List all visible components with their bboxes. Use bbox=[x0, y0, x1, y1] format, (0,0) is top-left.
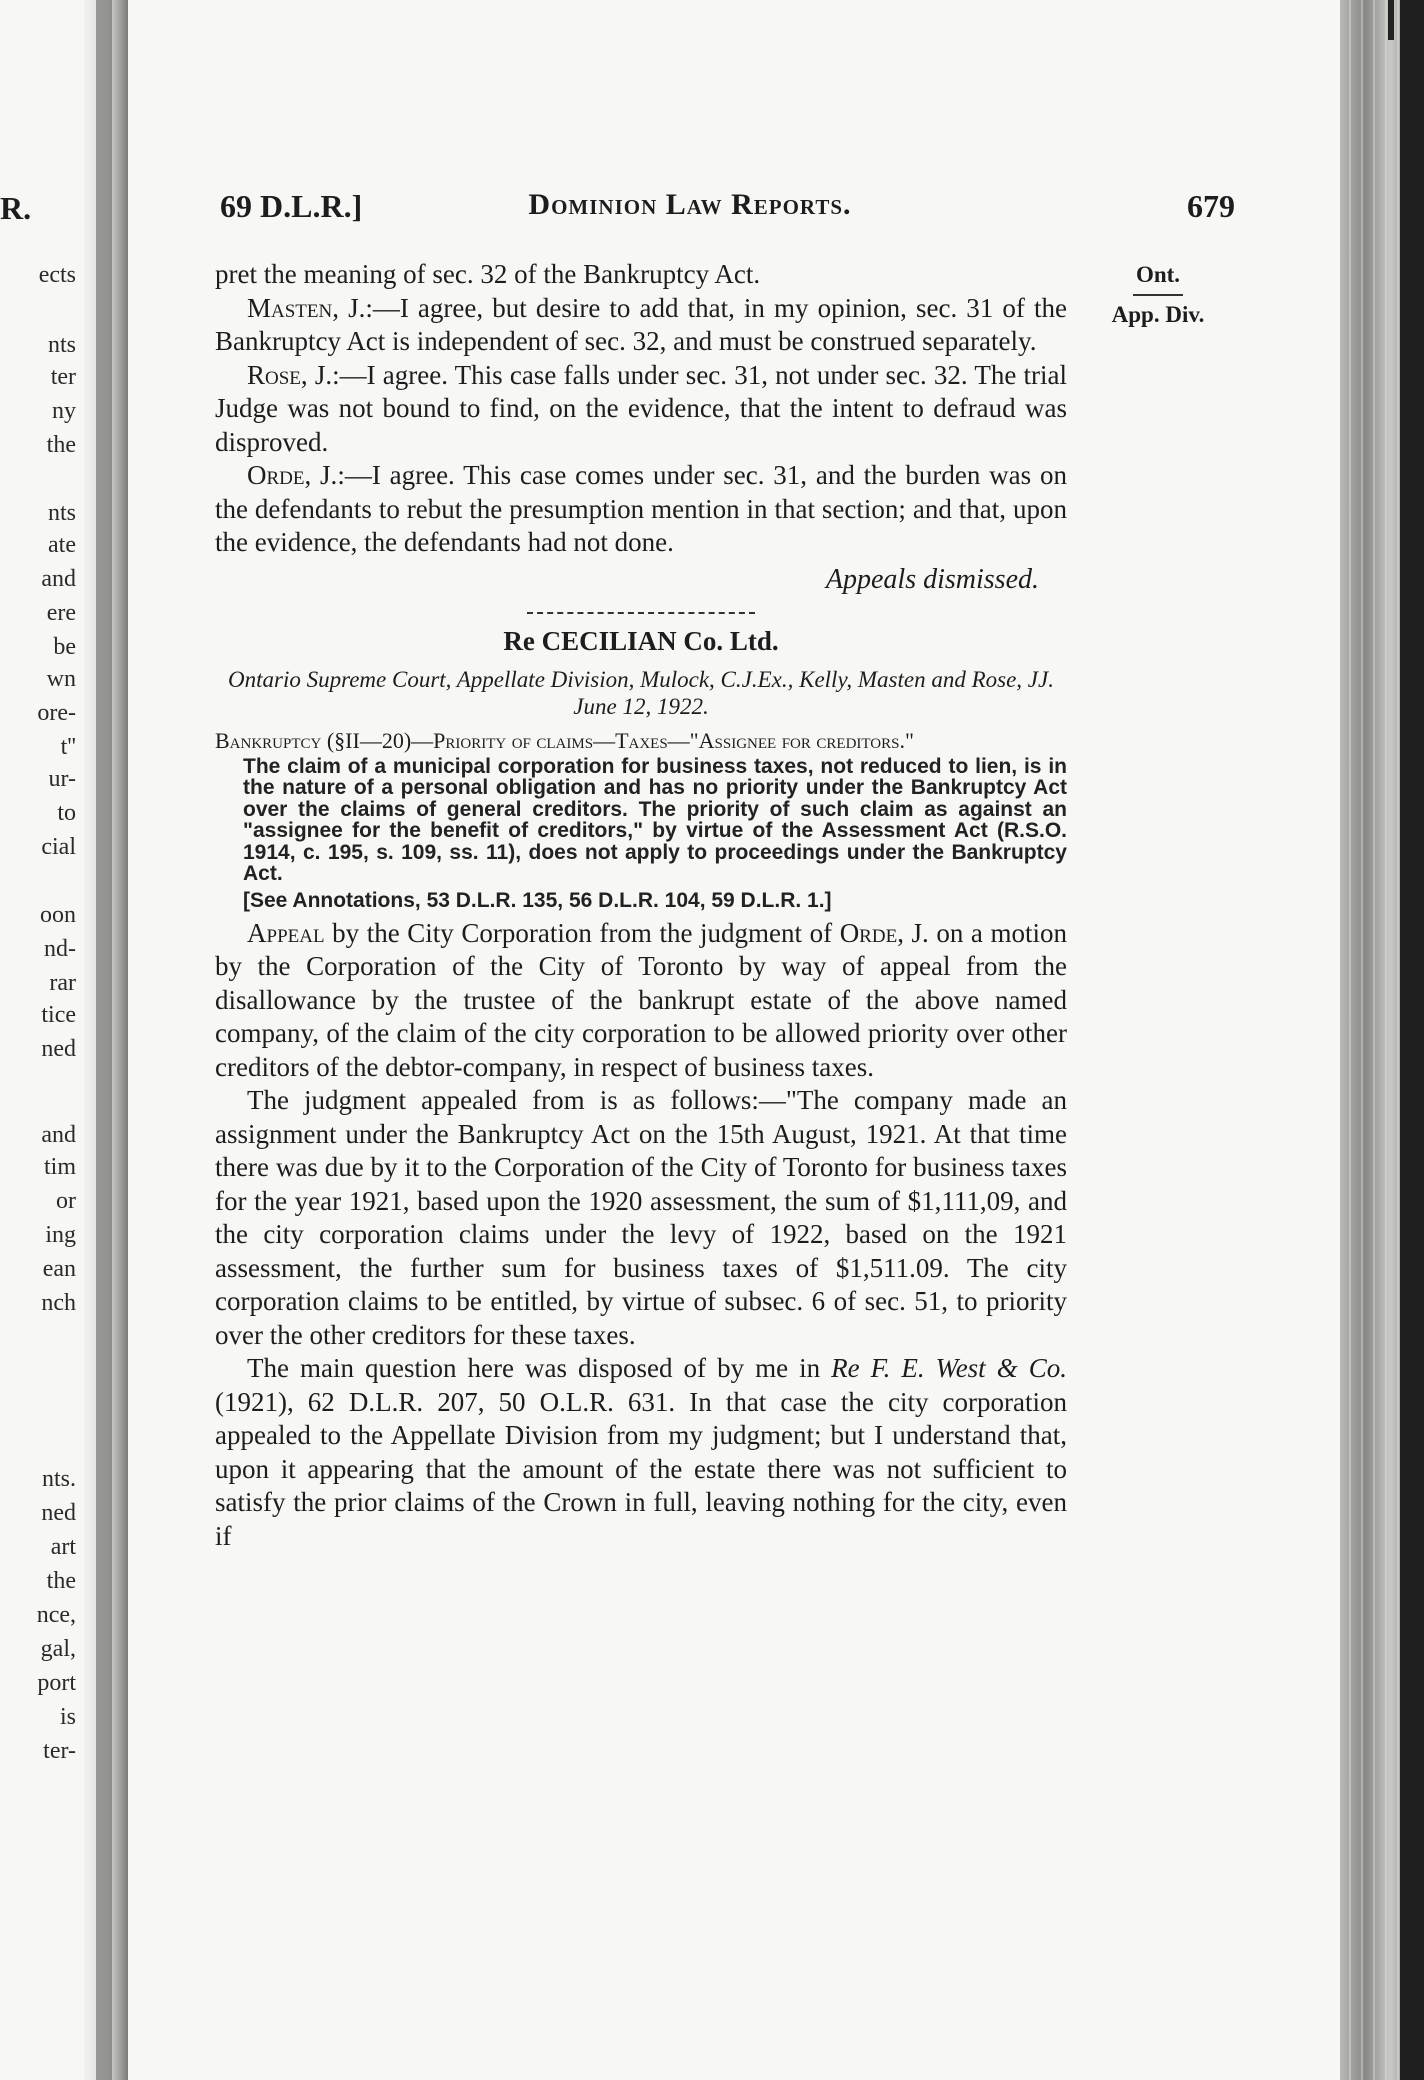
judge-name: Orde bbox=[839, 917, 898, 948]
left-fragment-line: and bbox=[41, 1122, 76, 1148]
main-text-column bbox=[215, 258, 1067, 1553]
volume-reference: 69 D.L.R.] bbox=[220, 188, 363, 224]
left-fragment-line: nce, bbox=[36, 1602, 76, 1628]
left-fragment-line: art bbox=[50, 1534, 76, 1560]
main-question-paragraph bbox=[215, 1352, 1067, 1553]
appeal-text: , J. on a motion by the Corporation of the City of Toronto by way of appeal from the disallowance by the trustee of the bankrupt estate of the above named company, of the claim of the city corporation to be allowed priority over other creditors of the debtor-company, in respect of business taxes. bbox=[215, 917, 1067, 1082]
left-fragment-line: ore- bbox=[37, 700, 76, 726]
continued-paragraph: pret the meaning of sec. 32 of the Bankruptcy Act. bbox=[215, 259, 761, 289]
orde-opinion bbox=[215, 459, 1067, 560]
left-fragment-line: ter- bbox=[43, 1738, 76, 1764]
left-fragment-line: the bbox=[46, 1568, 76, 1594]
judge-name: Orde, J. bbox=[247, 460, 338, 490]
opinion-text: :—I agree. This case falls under sec. 31, not under sec. 32. The trial Judge was not bound to find, on the evidence, that the intent to defraud was disproved. bbox=[215, 359, 1067, 457]
disposition: Appeals dismissed. bbox=[825, 563, 1039, 595]
margin-note-rule bbox=[1133, 294, 1183, 296]
judge-name: Rose, J. bbox=[247, 359, 333, 390]
left-fragment-line: nd- bbox=[44, 936, 76, 962]
paragraph-text: The main question here was disposed of by me in bbox=[247, 1353, 832, 1383]
headnote-topic: Bankruptcy (§II—20)—Priority of claims—Taxes—"Assignee for creditors." bbox=[215, 727, 914, 753]
judgment-paragraph: The judgment appealed from is as follows:—"The company made an assignment under the Bankruptcy Act on the 15th August, 1921. At that time there was due by it to the Corporation of the City of Toronto for business taxes for the year 1921, based upon the 1920 assessment, the sum of $1,111,09, and the city corporation claims under the levy of 1922, based on the 1921 assessment, the further sum for business taxes of $1,511.09. The city corporation claims to be entitled, by virtue of subsec. 6 of sec. 51, to priority over the other creditors for these taxes. bbox=[215, 1085, 1067, 1350]
left-fragment-line: is bbox=[59, 1704, 76, 1730]
left-page-head: R. bbox=[0, 190, 32, 226]
left-fragment-line: ned bbox=[41, 1036, 76, 1062]
headnote-body: The claim of a municipal corporation for business taxes, not reduced to lien, is in the nature of a personal obligation and has no priority under the Bankruptcy Act over the claims of general creditors. The priority of such claim as against an "assignee for the benefit of creditors," by virtue of the Assessment Act (R.S.O. 1914, c. 195, s. 109, ss. 11), does not apply to proceedings under the Bankruptcy Act. bbox=[243, 754, 1067, 885]
publication-title: Dominion Law Reports. bbox=[528, 188, 852, 221]
left-fragment-line: tice bbox=[41, 1002, 76, 1028]
case-citation: Re F. E. West & Co. bbox=[831, 1353, 1067, 1383]
left-fragment-line: ate bbox=[48, 532, 76, 558]
appeal-lead: Appeal bbox=[247, 917, 325, 948]
paragraph-text: (1921), 62 D.L.R. 207, 50 O.L.R. 631. In that case the city corporation appealed to the Appellate Division from my judgment; but I understand that, upon it appearing that the amount of the estate there was not sufficient to satisfy the prior claims of the Crown in full, leaving nothing for the city, even if bbox=[215, 1386, 1067, 1551]
judge-name: Masten, J. bbox=[247, 292, 366, 323]
rose-opinion bbox=[215, 359, 1067, 460]
left-fragment-line: nch bbox=[41, 1290, 76, 1316]
margin-note-court: App. Div. bbox=[1111, 302, 1205, 327]
left-fragment-line: ny bbox=[52, 398, 76, 424]
left-fragment-line: or bbox=[56, 1188, 76, 1214]
page-number: 679 bbox=[1187, 188, 1235, 224]
left-fragment-line: ects bbox=[38, 262, 76, 288]
appeal-text: by the City Corporation from the judgment of bbox=[324, 917, 840, 948]
left-fragment-line: rar bbox=[49, 970, 76, 996]
left-fragment-line: ean bbox=[42, 1256, 76, 1282]
left-fragment-line: cial bbox=[41, 834, 76, 860]
left-fragment-line: ned bbox=[41, 1500, 76, 1526]
margin-note bbox=[1096, 262, 1220, 328]
left-fragment-line: tim bbox=[43, 1154, 76, 1180]
left-fragment-line: ter bbox=[50, 364, 76, 390]
left-fragment-line: nts bbox=[47, 500, 76, 526]
left-fragment-line: nts. bbox=[41, 1466, 76, 1492]
left-fragment-line: and bbox=[41, 566, 76, 592]
opinion-text: :—I agree. This case comes under sec. 31, and the burden was on the defendants to rebut the presumption mention in that section; and that, upon the evidence, the defendants had not done. bbox=[215, 460, 1067, 557]
left-fragment-line: oon bbox=[40, 902, 76, 928]
case-separator bbox=[527, 612, 755, 614]
left-fragment-line: t'' bbox=[60, 734, 76, 760]
left-fragment-line: wn bbox=[46, 666, 76, 692]
case-title: Re CECILIAN Co. Ltd. bbox=[503, 625, 779, 656]
left-fragment-line: nts bbox=[47, 332, 76, 358]
running-head bbox=[220, 188, 1235, 232]
appeal-paragraph bbox=[215, 917, 1067, 1085]
left-fragment-line: to bbox=[57, 800, 76, 826]
left-fragment-line: ing bbox=[45, 1222, 76, 1248]
masten-opinion bbox=[215, 292, 1067, 359]
left-page-fragment bbox=[0, 0, 84, 2080]
left-fragment-line: ur- bbox=[48, 766, 76, 792]
left-fragment-line: port bbox=[37, 1670, 76, 1696]
margin-note-province: Ont. bbox=[1135, 262, 1181, 287]
left-fragment-line: ere bbox=[46, 600, 76, 626]
left-fragment-line: the bbox=[46, 432, 76, 458]
annotations-reference: [See Annotations, 53 D.L.R. 135, 56 D.L.R. 104, 59 D.L.R. 1.] bbox=[243, 888, 832, 912]
left-fragment-line: gal, bbox=[40, 1636, 76, 1662]
court-line: Ontario Supreme Court, Appellate Division, Mulock, C.J.Ex., Kelly, Masten and Rose, JJ. June 12, 1922. bbox=[228, 666, 1054, 719]
opinion-text: :—I agree, but desire to add that, in my opinion, sec. 31 of the Bankruptcy Act is independent of sec. 32, and must be construed separately. bbox=[215, 292, 1067, 356]
left-fragment-line: be bbox=[53, 634, 76, 660]
